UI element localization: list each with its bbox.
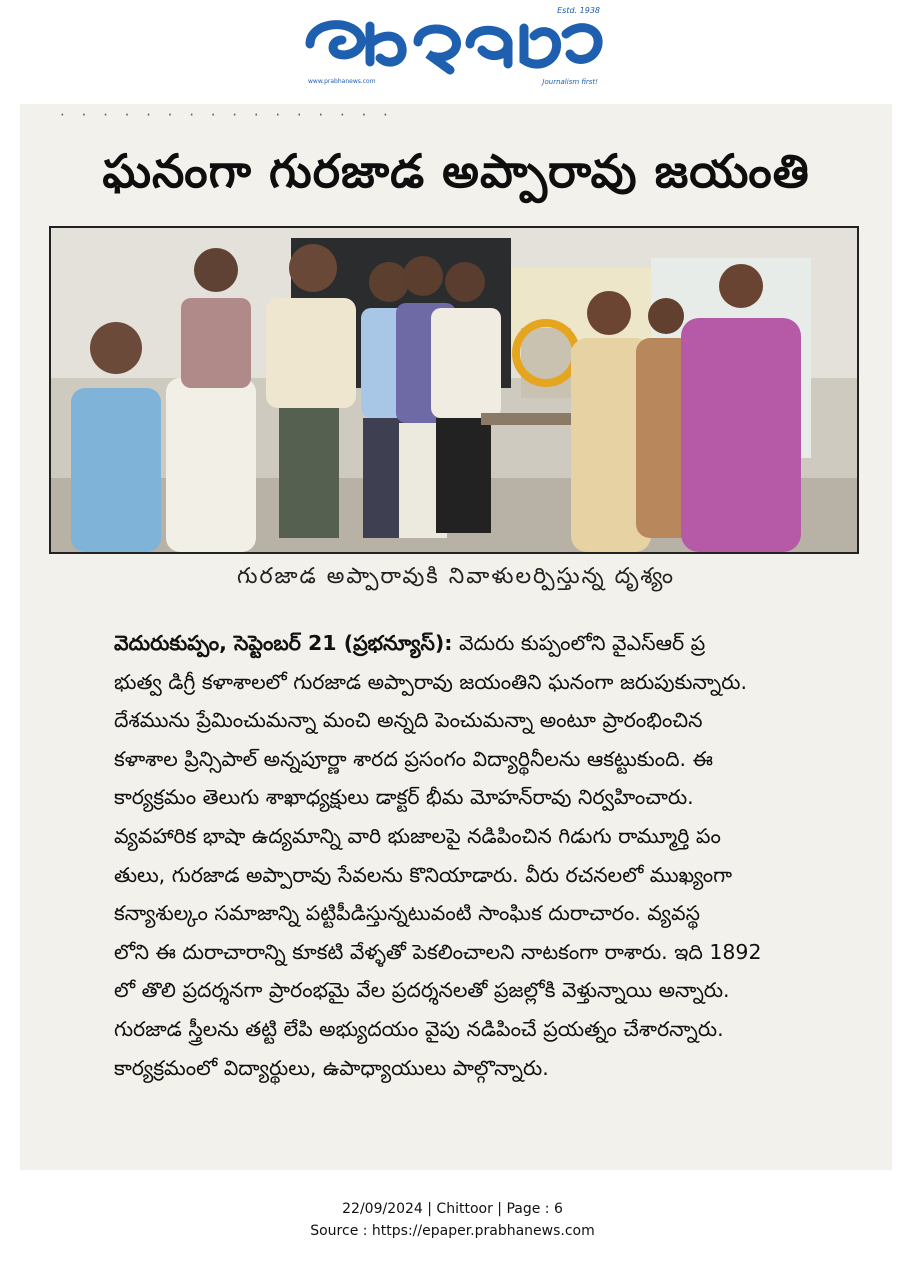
publication-info: 22/09/2024 | Chittoor | Page : 6: [342, 1201, 563, 1217]
cropped-text-strip: · · · · · · · · · · · · · · · ·: [60, 106, 394, 124]
article-first-line: [114, 624, 889, 663]
article-dateline: వెదురుకుప్పం, సెప్టెంబర్ 21 (ప్రభన్యూస్):: [114, 631, 453, 655]
body-line: కళాశాల ప్రిన్సిపాల్ అన్నపూర్ణా శారద ప్రసంగం విద్యార్థినీలను ఆకట్టుకుంది. ఈ: [114, 746, 713, 771]
article-headline: ఘనంగా గురజాడ అప్పారావు జయంతి: [102, 144, 810, 198]
logo-graphic: [300, 14, 610, 76]
body-line: కార్యక్రమం తెలుగు శాఖాధ్యక్షులు డాక్టర్ భీమ మోహన్‌రావు నిర్వహించారు.: [114, 785, 694, 810]
article-clipping: [20, 104, 892, 1170]
body-line: గురజాడ స్త్రీలను తట్టి లేపి అభ్యుదయం వైపు నడిపించే ప్రయత్నం చేశారన్నారు.: [114, 1016, 724, 1041]
body-line: భుత్వ డిగ్రీ కళాశాలలో గురజాడ అప్పారావు జయంతిని ఘనంగా జరుపుకున్నారు.: [114, 669, 747, 694]
source-link[interactable]: Source : https://epaper.prabhanews.com: [310, 1223, 595, 1239]
body-line: లోని ఈ దురాచారాన్ని కూకటి వేళ్ళతో పెకలించాలని నాటకంగా రాశారు. ఇది 1892: [114, 939, 762, 964]
article-body: [114, 624, 889, 1087]
body-line: కార్యక్రమంలో విద్యార్థులు, ఉపాధ్యాయులు పాల్గొన్నారు.: [114, 1055, 549, 1080]
group-photo-illustration: [51, 228, 857, 552]
tagline: Journalism first!: [542, 78, 598, 86]
body-line: కన్యాశుల్కం సమాజాన్ని పట్టిపీడిస్తున్నటువంటి సాంఘిక దురాచారం. వ్యవస్థ: [114, 901, 700, 926]
masthead: [0, 0, 905, 100]
body-line: వెదురు కుప్పంలోని వైఎస్ఆర్ ప్ర: [452, 631, 706, 655]
newspaper-logo: [300, 6, 610, 92]
body-line: లో తొలి ప్రదర్శనగా ప్రారంభమై వేల ప్రదర్శనలతో ప్రజల్లోకి వెళ్తున్నాయి అన్నారు.: [114, 978, 730, 1003]
body-line: దేశమును ప్రేమించుమన్నా మంచి అన్నది పెంచుమన్నా అంటూ ప్రారంభించిన: [114, 708, 703, 733]
body-line: వ్యవహారిక భాషా ఉద్యమాన్ని వారి భుజాలపై నడిపించిన గిడుగు రామ్మూర్తి పం: [114, 823, 721, 848]
site-url: www.prabhanews.com: [308, 78, 376, 85]
page-footer: [0, 1198, 905, 1242]
body-line: తులు, గురజాడ అప్పారావు సేవలను కొనియాడారు. వీరు రచనలలో ముఖ్యంగా: [114, 862, 733, 887]
established-year: Estd. 1938: [557, 6, 600, 15]
article-photo: [49, 226, 859, 554]
photo-caption: గురజాడ అప్పారావుకి నివాళులర్పిస్తున్న దృశ్యం: [237, 564, 675, 589]
